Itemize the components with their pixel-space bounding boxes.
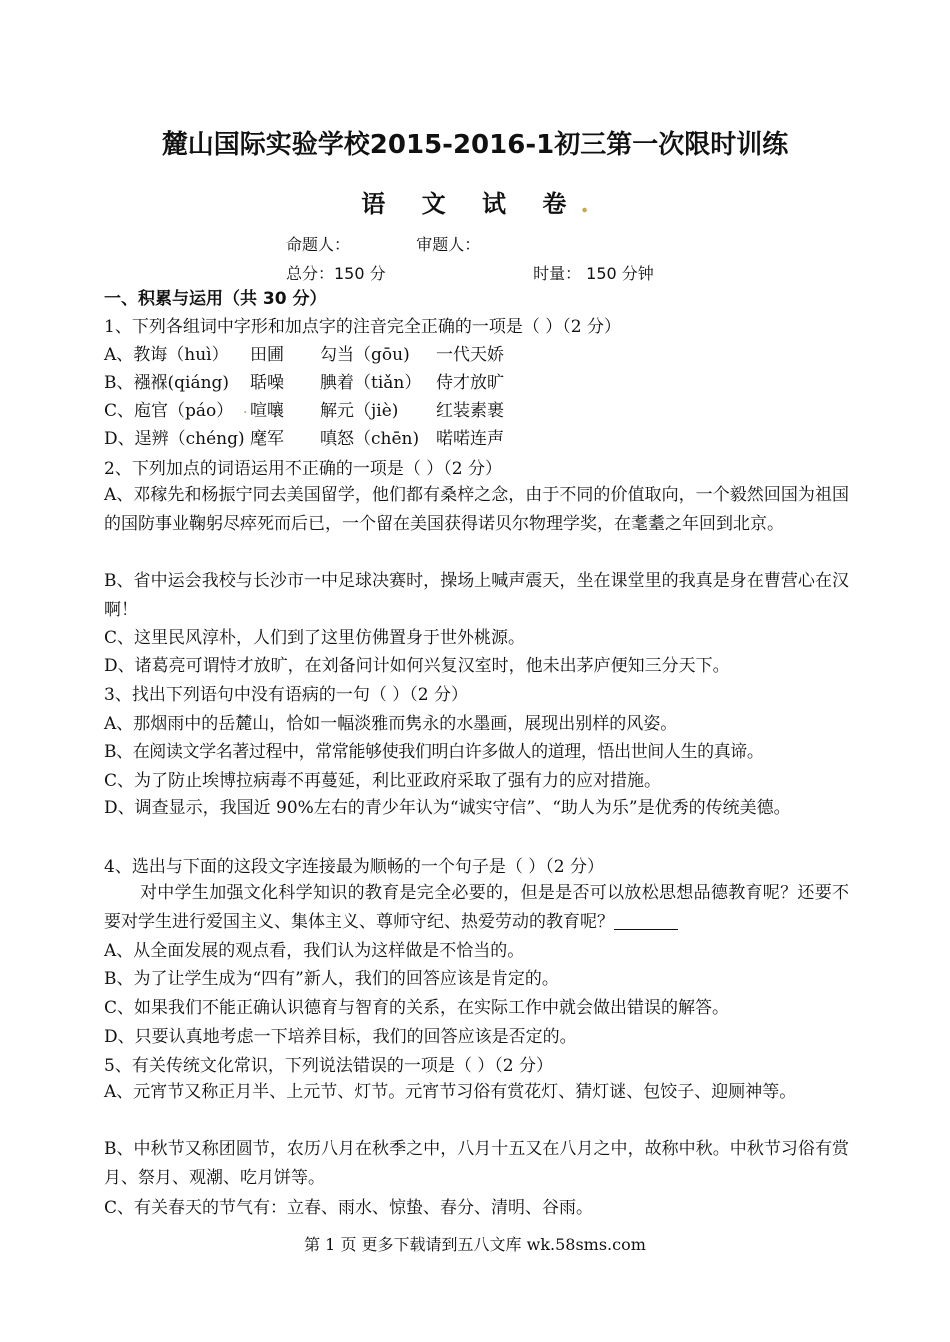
section-heading: 一、积累与运用（共 30 分） bbox=[104, 289, 327, 309]
q2-option-b: B、省中运会我校与长沙市一中足球决赛时，操场上喊声震天，坐在课堂里的我真是身在曹营心在汉啊！ bbox=[104, 571, 849, 620]
q4-passage-text: 对中学生加强文化科学知识的教育是完全必要的，但是是否可以放松思想品德教育呢？还要不要对学生进行爱国主义、集体主义、尊师守纪、热爱劳动的教育呢？ bbox=[104, 883, 849, 932]
subtitle-text: 语 文 试 卷 bbox=[361, 189, 581, 218]
q1-c-word1: C、庖官（páo） bbox=[104, 401, 234, 421]
setter-row bbox=[286, 232, 480, 255]
q1-a-word3: 勾当（gōu) bbox=[320, 345, 410, 365]
q3-stem: 3、找出下列语句中没有语病的一句（ ）（2 分） bbox=[104, 685, 468, 705]
q1-option-d bbox=[104, 428, 854, 450]
q1-c-word2: 喧嚷 bbox=[250, 401, 284, 421]
q1-b-word2: 聒噪 bbox=[250, 373, 284, 393]
q4-option-d: D、只要认真地考虑一下培养目标，我们的回答应该是否定的。 bbox=[104, 1027, 577, 1047]
q5-stem: 5、有关传统文化常识，下列说法错误的一项是（ ）（2 分） bbox=[104, 1056, 553, 1076]
q3-option-c: C、为了防止埃博拉病毒不再蔓延，利比亚政府采取了强有力的应对措施。 bbox=[104, 771, 662, 791]
q2-option-a: A、邓稼先和杨振宁同去美国留学，他们都有桑梓之念，由于不同的价值取向，一个毅然回国为祖国的国防事业鞠躬尽瘁死而后已，一个留在美国获得诺贝尔物理学奖，在耄耋之年回到北京。 bbox=[104, 485, 849, 534]
time-limit: 时量： 150 分钟 bbox=[533, 264, 654, 283]
q2-option-c: C、这里民风淳朴，人们到了这里仿佛置身于世外桃源。 bbox=[104, 628, 526, 648]
q1-d-word2: 麾军 bbox=[250, 429, 284, 449]
q1-d-word4: 喏喏连声 bbox=[436, 429, 504, 449]
q1-a-word2: 田圃 bbox=[250, 345, 284, 365]
q4-option-c: C、如果我们不能正确认识德育与智育的关系，在实际工作中就会做出错误的解答。 bbox=[104, 998, 730, 1018]
page-title: 麓山国际实验学校2015-2016-1初三第一次限时训练 bbox=[161, 130, 789, 160]
total-score: 总分：150 分 bbox=[286, 264, 386, 283]
q1-b-word3: 腆着（tiǎn） bbox=[320, 373, 422, 393]
q5-option-b: B、中秋节又称团圆节，农历八月在秋季之中，八月十五又在八月之中，故称中秋。中秋节习俗有赏月、祭月、观潮、吃月饼等。 bbox=[104, 1139, 849, 1188]
q1-c-word4: 红装素裹 bbox=[436, 401, 504, 421]
q1-option-a bbox=[104, 344, 854, 366]
reviewer-label: 审题人： bbox=[416, 235, 481, 254]
paper-subtitle bbox=[0, 184, 950, 219]
q1-stem: 1、下列各组词中字形和加点字的注音完全正确的一项是（ ）（2 分） bbox=[104, 317, 621, 337]
q4-stem: 4、选出与下面的这段文字连接最为顺畅的一个句子是（ ）（2 分） bbox=[104, 857, 604, 877]
q3-option-d: D、调查显示，我国近 90%左右的青少年认为“诚实守信”、“助人为乐”是优秀的传统美德。 bbox=[104, 798, 791, 818]
q4-passage bbox=[104, 879, 849, 936]
score-row bbox=[286, 261, 654, 284]
q2-stem: 2、下列加点的词语运用不正确的一项是（ ）（2 分） bbox=[104, 459, 502, 479]
q1-d-word3: 嗔怒（chēn) bbox=[320, 429, 420, 449]
q5-option-c: C、有关春天的节气有：立春、雨水、惊蛰、春分、清明、谷雨。 bbox=[104, 1198, 594, 1218]
q1-a-word1: A、教诲（huì） bbox=[104, 345, 229, 365]
q1-d-word1: D、逞辨（chéng) bbox=[104, 429, 245, 449]
q4-option-a: A、从全面发展的观点看，我们认为这样做是不恰当的。 bbox=[104, 941, 525, 961]
q3-option-b: B、在阅读文学名著过程中，常常能够使我们明白许多做人的道理，悟出世间人生的真谛。 bbox=[104, 742, 764, 762]
q2-option-d: D、诸葛亮可谓恃才放旷，在刘备问计如何兴复汉室时，他未出茅庐便知三分天下。 bbox=[104, 656, 730, 676]
subtitle-dot: . bbox=[580, 189, 589, 218]
q1-c-word3: 解元（jiè) bbox=[320, 401, 399, 421]
q1-b-word4: 侍才放旷 bbox=[436, 373, 504, 393]
stray-mark: . bbox=[243, 401, 248, 417]
answer-blank bbox=[614, 911, 678, 930]
setter-label: 命题人： bbox=[286, 235, 351, 254]
q1-b-word1: B、襁褓(qiáng) bbox=[104, 373, 230, 393]
page-footer: 第 1 页 更多下载请到五八文库 wk.58sms.com bbox=[304, 1235, 646, 1254]
q4-option-b: B、为了让学生成为“四有”新人，我们的回答应该是肯定的。 bbox=[104, 969, 559, 989]
q3-option-a: A、那烟雨中的岳麓山，恰如一幅淡雅而隽永的水墨画，展现出别样的风姿。 bbox=[104, 714, 678, 734]
q1-option-c bbox=[104, 400, 854, 422]
q1-option-b bbox=[104, 372, 854, 394]
q5-option-a: A、元宵节又称正月半、上元节、灯节。元宵节习俗有赏花灯、猜灯谜、包饺子、迎厕神等。 bbox=[104, 1082, 797, 1102]
q1-a-word4: 一代天娇 bbox=[436, 345, 504, 365]
